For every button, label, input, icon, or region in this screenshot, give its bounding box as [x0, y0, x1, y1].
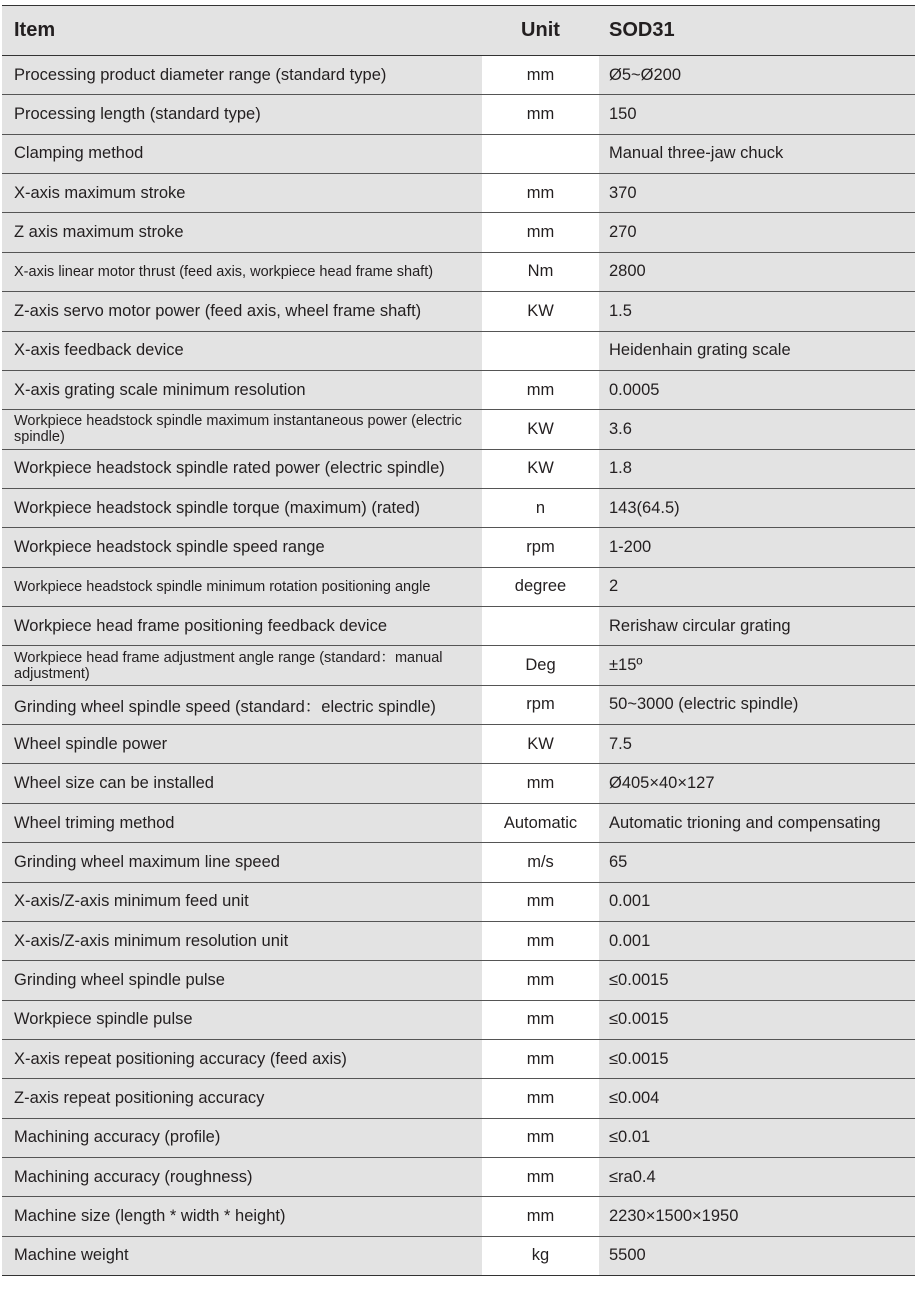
cell-value: 1-200: [599, 528, 915, 567]
cell-unit: kg: [482, 1236, 599, 1275]
cell-unit: mm: [482, 1039, 599, 1078]
cell-unit: rpm: [482, 685, 599, 724]
cell-value: ≤0.004: [599, 1079, 915, 1118]
cell-item: Wheel size can be installed: [2, 764, 482, 803]
cell-value: 65: [599, 843, 915, 882]
cell-value: 2: [599, 567, 915, 606]
cell-value: 7.5: [599, 725, 915, 764]
cell-item: Workpiece headstock spindle torque (maximum) (rated): [2, 488, 482, 527]
cell-value: 150: [599, 95, 915, 134]
header-unit: Unit: [482, 6, 599, 56]
cell-item: Machine size (length * width * height): [2, 1197, 482, 1236]
cell-unit: n: [482, 488, 599, 527]
header-row: [2, 6, 915, 56]
cell-unit: mm: [482, 961, 599, 1000]
table-row: [2, 843, 915, 882]
table-row: [2, 646, 915, 685]
cell-value: ≤ra0.4: [599, 1158, 915, 1197]
table-header: [2, 6, 915, 56]
cell-item: X-axis repeat positioning accuracy (feed axis): [2, 1039, 482, 1078]
cell-unit: m/s: [482, 843, 599, 882]
header-model: SOD31: [599, 6, 915, 56]
cell-unit: mm: [482, 174, 599, 213]
cell-value: 0.001: [599, 921, 915, 960]
cell-value: ≤0.0015: [599, 1039, 915, 1078]
cell-item: X-axis maximum stroke: [2, 174, 482, 213]
cell-unit: mm: [482, 1079, 599, 1118]
cell-unit: [482, 134, 599, 173]
cell-unit: mm: [482, 764, 599, 803]
cell-item: Workpiece headstock spindle maximum instantaneous power (electric spindle): [2, 410, 482, 449]
cell-value: 2230×1500×1950: [599, 1197, 915, 1236]
cell-value: ±15º: [599, 646, 915, 685]
cell-value: ≤0.0015: [599, 961, 915, 1000]
cell-item: X-axis feedback device: [2, 331, 482, 370]
spec-table: [2, 5, 915, 1276]
cell-value: Manual three-jaw chuck: [599, 134, 915, 173]
cell-item: Machine weight: [2, 1236, 482, 1275]
cell-item: Grinding wheel maximum line speed: [2, 843, 482, 882]
table-row: [2, 1039, 915, 1078]
cell-unit: KW: [482, 292, 599, 331]
cell-item: Grinding wheel spindle pulse: [2, 961, 482, 1000]
table-row: [2, 528, 915, 567]
cell-item: X-axis/Z-axis minimum feed unit: [2, 882, 482, 921]
cell-value: Automatic trioning and compensating: [599, 803, 915, 842]
table-row: [2, 134, 915, 173]
cell-item: Z axis maximum stroke: [2, 213, 482, 252]
cell-item: Workpiece head frame adjustment angle range (standard：manual adjustment): [2, 646, 482, 685]
table-row: [2, 410, 915, 449]
cell-unit: KW: [482, 410, 599, 449]
cell-value: Ø405×40×127: [599, 764, 915, 803]
cell-unit: Automatic: [482, 803, 599, 842]
table-row: [2, 1236, 915, 1275]
cell-value: 2800: [599, 252, 915, 291]
cell-value: 0.0005: [599, 370, 915, 409]
table-row: [2, 882, 915, 921]
cell-item: Workpiece headstock spindle speed range: [2, 528, 482, 567]
table-row: [2, 252, 915, 291]
cell-value: 370: [599, 174, 915, 213]
table-row: [2, 488, 915, 527]
table-row: [2, 803, 915, 842]
cell-item: Workpiece head frame positioning feedback device: [2, 607, 482, 646]
table-row: [2, 331, 915, 370]
table-row: [2, 764, 915, 803]
table-row: [2, 1079, 915, 1118]
table-row: [2, 607, 915, 646]
cell-item: Grinding wheel spindle speed (standard：electric spindle): [2, 685, 482, 724]
cell-unit: mm: [482, 1197, 599, 1236]
header-item: Item: [2, 6, 482, 56]
table-row: [2, 567, 915, 606]
cell-unit: [482, 607, 599, 646]
cell-item: Processing length (standard type): [2, 95, 482, 134]
cell-value: Heidenhain grating scale: [599, 331, 915, 370]
cell-item: Processing product diameter range (standard type): [2, 56, 482, 95]
cell-value: ≤0.0015: [599, 1000, 915, 1039]
cell-unit: mm: [482, 1000, 599, 1039]
cell-value: 1.5: [599, 292, 915, 331]
cell-unit: KW: [482, 449, 599, 488]
table-row: [2, 1000, 915, 1039]
cell-item: Machining accuracy (profile): [2, 1118, 482, 1157]
cell-value: Ø5~Ø200: [599, 56, 915, 95]
cell-unit: mm: [482, 95, 599, 134]
table-body: [2, 56, 915, 1276]
cell-unit: mm: [482, 921, 599, 960]
cell-item: Z-axis servo motor power (feed axis, wheel frame shaft): [2, 292, 482, 331]
cell-unit: mm: [482, 1158, 599, 1197]
table-row: [2, 725, 915, 764]
cell-item: Machining accuracy (roughness): [2, 1158, 482, 1197]
cell-item: X-axis grating scale minimum resolution: [2, 370, 482, 409]
cell-item: Workpiece headstock spindle rated power (electric spindle): [2, 449, 482, 488]
cell-value: 143(64.5): [599, 488, 915, 527]
cell-unit: degree: [482, 567, 599, 606]
cell-item: Wheel triming method: [2, 803, 482, 842]
cell-value: Rerishaw circular grating: [599, 607, 915, 646]
cell-value: 50~3000 (electric spindle): [599, 685, 915, 724]
table-row: [2, 1158, 915, 1197]
cell-unit: mm: [482, 882, 599, 921]
cell-item: X-axis linear motor thrust (feed axis, workpiece head frame shaft): [2, 252, 482, 291]
cell-unit: mm: [482, 213, 599, 252]
table-row: [2, 685, 915, 724]
cell-item: X-axis/Z-axis minimum resolution unit: [2, 921, 482, 960]
cell-value: 3.6: [599, 410, 915, 449]
cell-item: Workpiece headstock spindle minimum rotation positioning angle: [2, 567, 482, 606]
table-row: [2, 292, 915, 331]
cell-unit: mm: [482, 56, 599, 95]
cell-unit: Deg: [482, 646, 599, 685]
cell-value: 0.001: [599, 882, 915, 921]
table-row: [2, 1197, 915, 1236]
table-row: [2, 56, 915, 95]
cell-item: Wheel spindle power: [2, 725, 482, 764]
table-row: [2, 961, 915, 1000]
cell-unit: Nm: [482, 252, 599, 291]
table-row: [2, 921, 915, 960]
cell-value: 5500: [599, 1236, 915, 1275]
table-row: [2, 95, 915, 134]
cell-unit: rpm: [482, 528, 599, 567]
cell-item: Clamping method: [2, 134, 482, 173]
cell-value: 270: [599, 213, 915, 252]
cell-value: 1.8: [599, 449, 915, 488]
table-row: [2, 370, 915, 409]
cell-item: Z-axis repeat positioning accuracy: [2, 1079, 482, 1118]
table-row: [2, 1118, 915, 1157]
table-row: [2, 449, 915, 488]
cell-unit: mm: [482, 370, 599, 409]
cell-unit: mm: [482, 1118, 599, 1157]
cell-unit: KW: [482, 725, 599, 764]
cell-item: Workpiece spindle pulse: [2, 1000, 482, 1039]
cell-unit: [482, 331, 599, 370]
table-row: [2, 213, 915, 252]
cell-value: ≤0.01: [599, 1118, 915, 1157]
table-row: [2, 174, 915, 213]
